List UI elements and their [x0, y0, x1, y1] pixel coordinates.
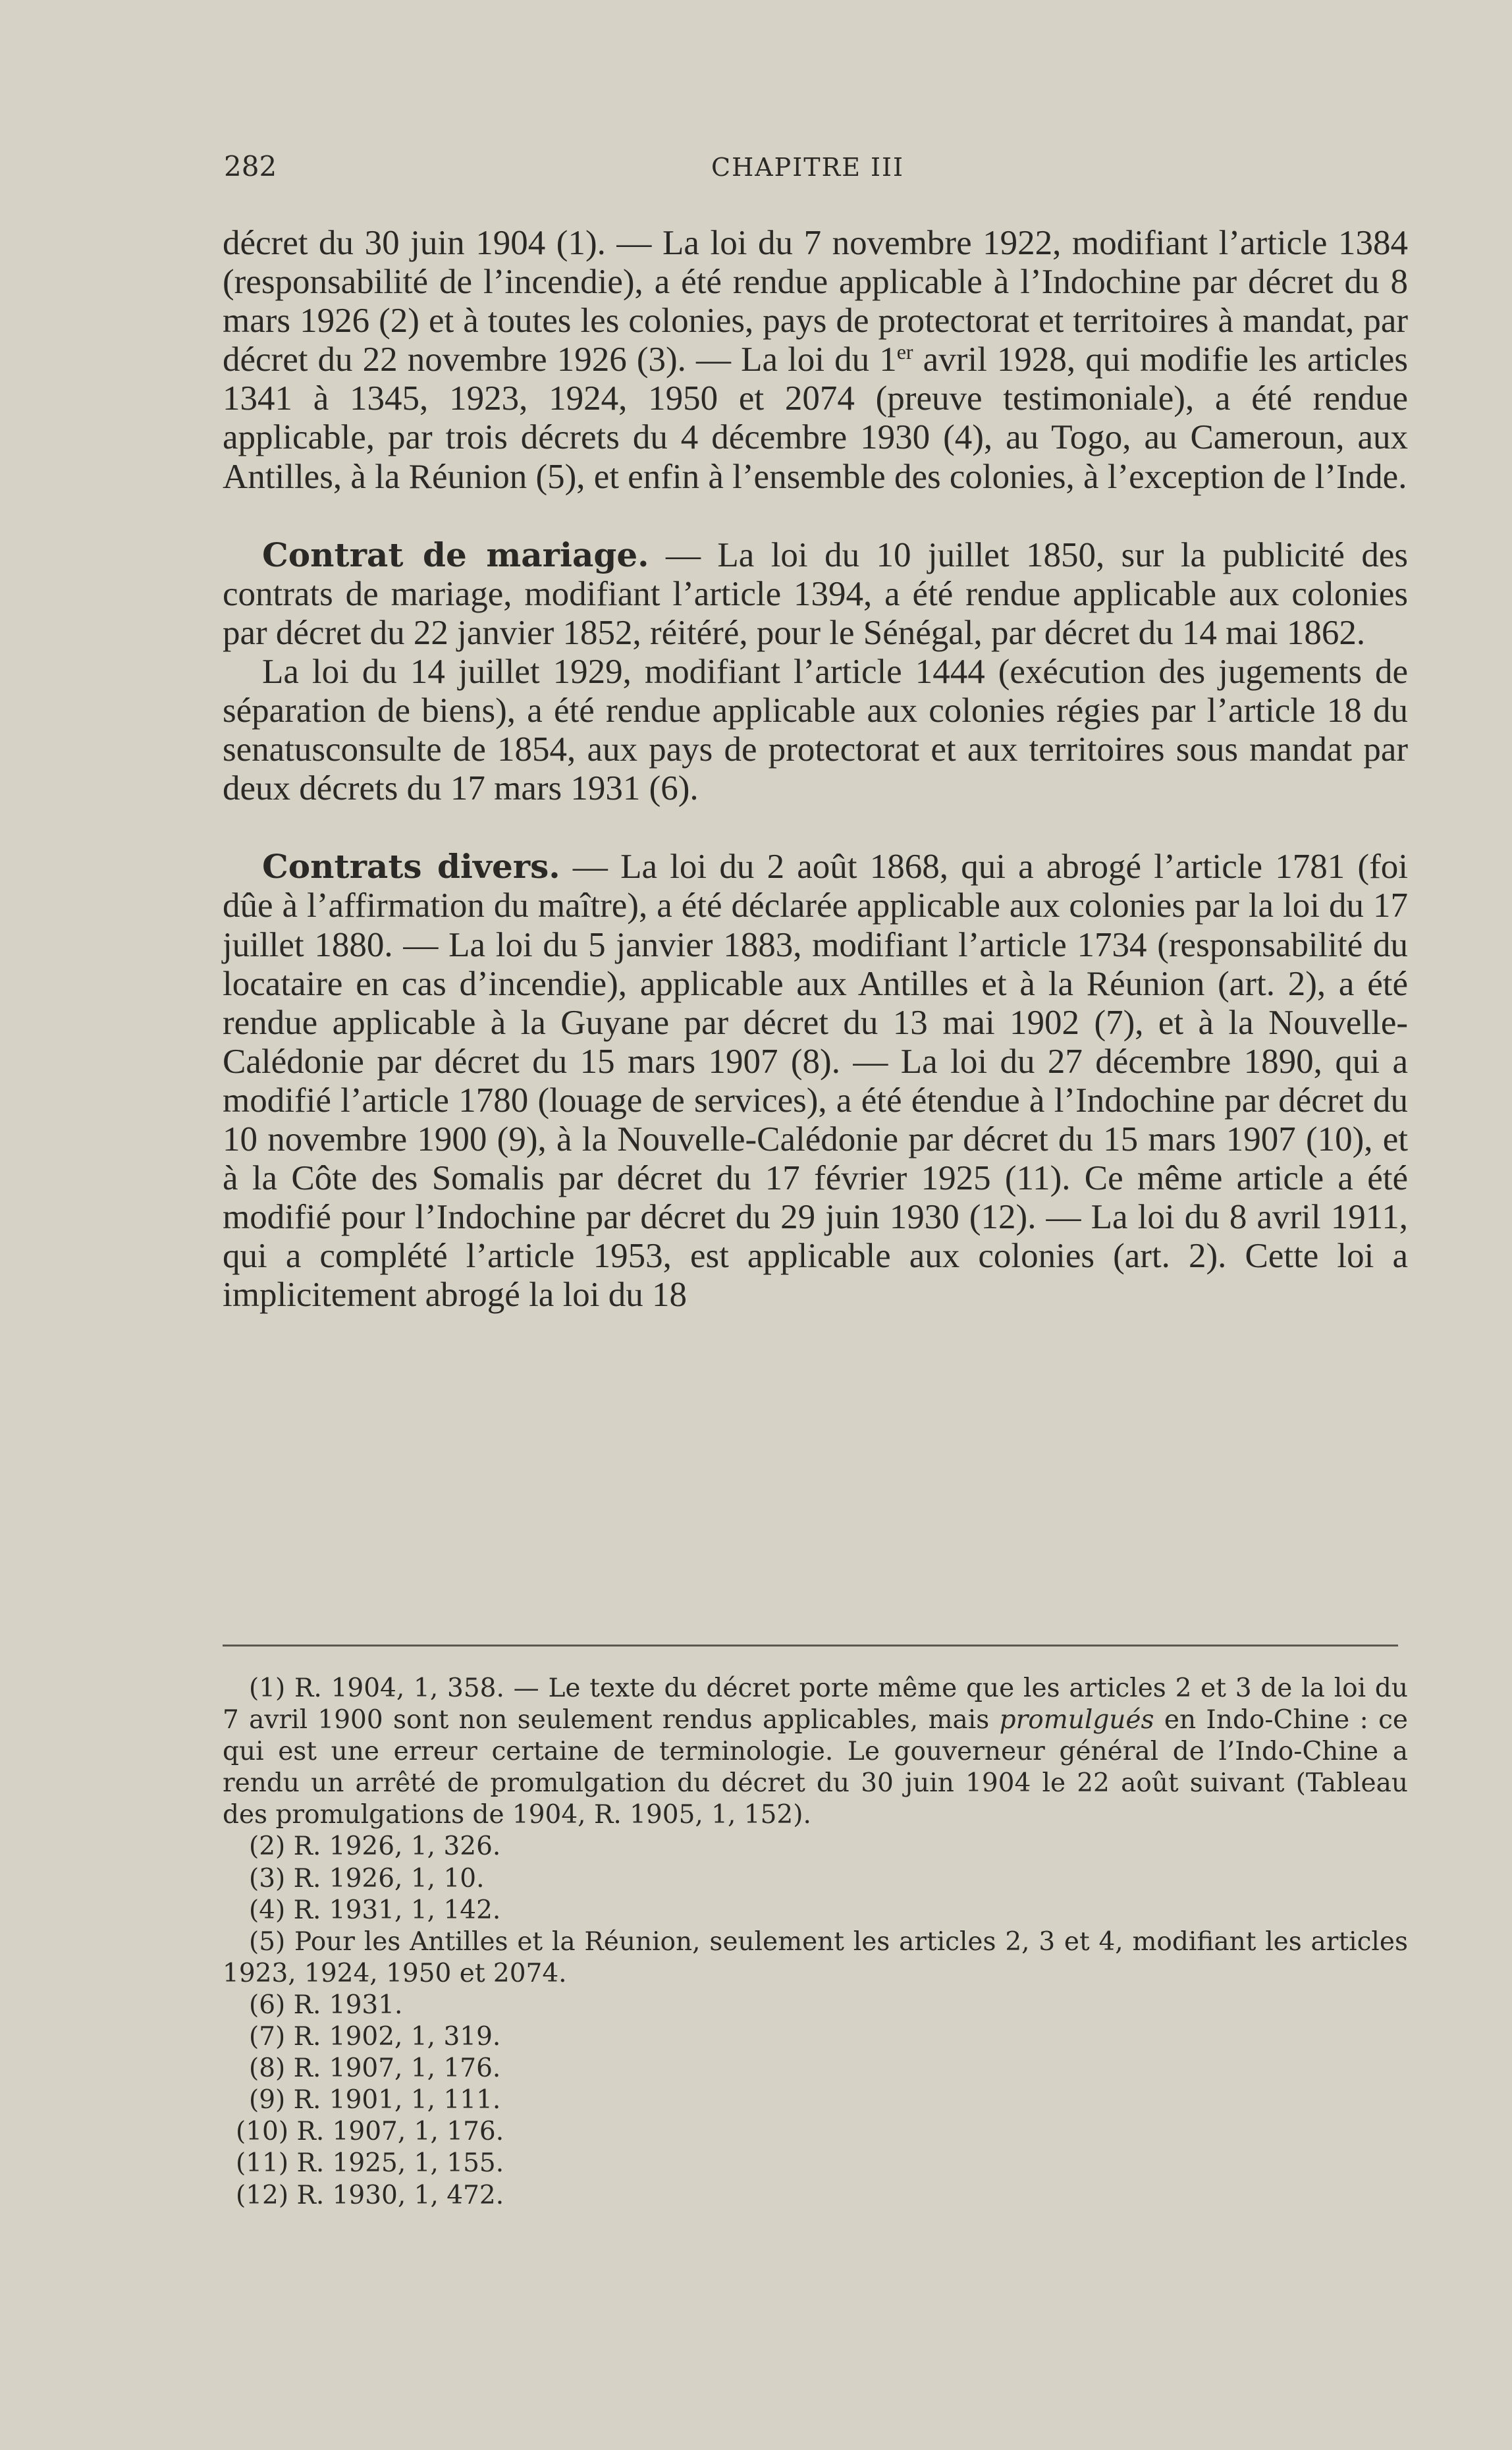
- section-heading-contrats-divers: Contrats divers.: [262, 847, 560, 886]
- paragraph-1: [223, 224, 1408, 497]
- footnote-8: (8) R. 1907, 1, 176.: [249, 2054, 501, 2084]
- footnote-1-italic: promulgués: [999, 1705, 1154, 1735]
- page-header: [224, 150, 1403, 190]
- paragraph-contrat-de-mariage: [223, 535, 1408, 653]
- section-heading-contrat-de-mariage: Contrat de mariage.: [262, 535, 649, 574]
- footnote-1: [223, 1673, 1408, 1831]
- page-number: 282: [224, 150, 277, 182]
- footnote-separator: [223, 1645, 1398, 1647]
- footnote-3: (3) R. 1926, 1, 10.: [249, 1863, 485, 1893]
- footnote-4: (4) R. 1931, 1, 142.: [249, 1895, 501, 1925]
- main-text: [223, 224, 1408, 1315]
- footnote-7: (7) R. 1902, 1, 319.: [249, 2022, 501, 2052]
- footnote-6: (6) R. 1931.: [249, 1990, 403, 2020]
- paragraph-1-text-b: avril 1928, qui modifie les articles 1341 à 1345, 1923, 1924, 1950 et 2074 (preuve testimoniale), a été rendue applicable, par trois décrets du 4 décembre 1930 (4), au Togo, au Cameroun, aux Antilles, à la Réunion (5), et enfin à l’ensemble des colonies, à l’exception de l’Inde.: [223, 340, 1408, 496]
- paragraph-contrats-divers: [223, 847, 1408, 1315]
- footnote-2: (2) R. 1926, 1, 326.: [249, 1832, 501, 1862]
- footnote-1-text-a: (1) R. 1904, 1, 358. — Le texte du décret porte même que les articles 2 et 3 de la loi du 7 avril 1900 sont non seulement rendus applicables, mais: [223, 1674, 1408, 1735]
- paragraph-2-text: — La loi du 10 juillet 1850, sur la publicité des contrats de mariage, modifiant l’article 1394, a été rendue applicable aux colonies par décret du 22 janvier 1852, réitéré, pour le Sénégal, par décret du 14 mai 1862.: [223, 535, 1408, 652]
- paragraph-3: La loi du 14 juillet 1929, modifiant l’article 1444 (exécution des jugements de séparation de biens), a été rendue applicable aux colonies régies par l’article 18 du senatusconsulte de 1854, aux pays de protectorat et aux territoires sous mandat par deux décrets du 17 mars 1931 (6).: [223, 652, 1408, 808]
- footnote-5: (5) Pour les Antilles et la Réunion, seulement les articles 2, 3 et 4, modifiant les articles 1923, 1924, 1950 et 2074.: [223, 1926, 1408, 1988]
- paragraph-4-text: — La loi du 2 août 1868, qui a abrogé l’article 1781 (foi dûe à l’affirmation du maître), a été déclarée applicable aux colonies par la loi du 17 juillet 1880. — La loi du 5 janvier 1883, modifiant l’article 1734 (responsabilité du locataire en cas d’incendie), applicable aux Antilles et à la Réunion (art. 2), a été rendue applicable à la Guyane par décret du 13 mai 1902 (7), et à la Nouvelle-Calédonie par décret du 15 mars 1907 (8). — La loi du 27 décembre 1890, qui a modifié l’article 1780 (louage de services), a été étendue à l’Indochine par décret du 10 novembre 1900 (9), à la Nouvelle-Calédonie par décret du 15 mars 1907 (10), et à la Côte des Somalis par décret du 17 février 1925 (11). Ce même article a été modifié pour l’Indochine par décret du 29 juin 1930 (12). — La loi du 8 avril 1911, qui a complété l’article 1953, est applicable aux colonies (art. 2). Cette loi a implicitement abrogé la loi du 18: [223, 848, 1408, 1315]
- paragraph-1-text-a: décret du 30 juin 1904 (1). — La loi du 7 novembre 1922, modifiant l’article 1384 (responsabilité de l’incendie), a été rendue applicable à l’Indochine par décret du 8 mars 1926 (2) et à toutes les colonies, pays de protectorat et territoires à mandat, par décret du 22 novembre 1926 (3). — La loi du 1: [223, 224, 1408, 379]
- footnote-1-text-b: en Indo-Chine : ce qui est une erreur certaine de terminologie. Le gouverneur général de l’Indo-Chine a rendu un arrêté de promulgation du décret du 30 juin 1904 le 22 août suivant (Tableau des promulgations de 1904, R. 1905, 1, 152).: [223, 1705, 1408, 1830]
- footnote-10: (10) R. 1907, 1, 176.: [236, 2117, 504, 2147]
- footnotes: [223, 1673, 1408, 2212]
- running-head: CHAPITRE III: [711, 153, 905, 182]
- footnote-9: (9) R. 1901, 1, 111.: [249, 2085, 501, 2115]
- footnote-11: (11) R. 1925, 1, 155.: [236, 2148, 504, 2179]
- superscript-er: er: [896, 340, 913, 364]
- footnote-12: (12) R. 1930, 1, 472.: [236, 2180, 504, 2210]
